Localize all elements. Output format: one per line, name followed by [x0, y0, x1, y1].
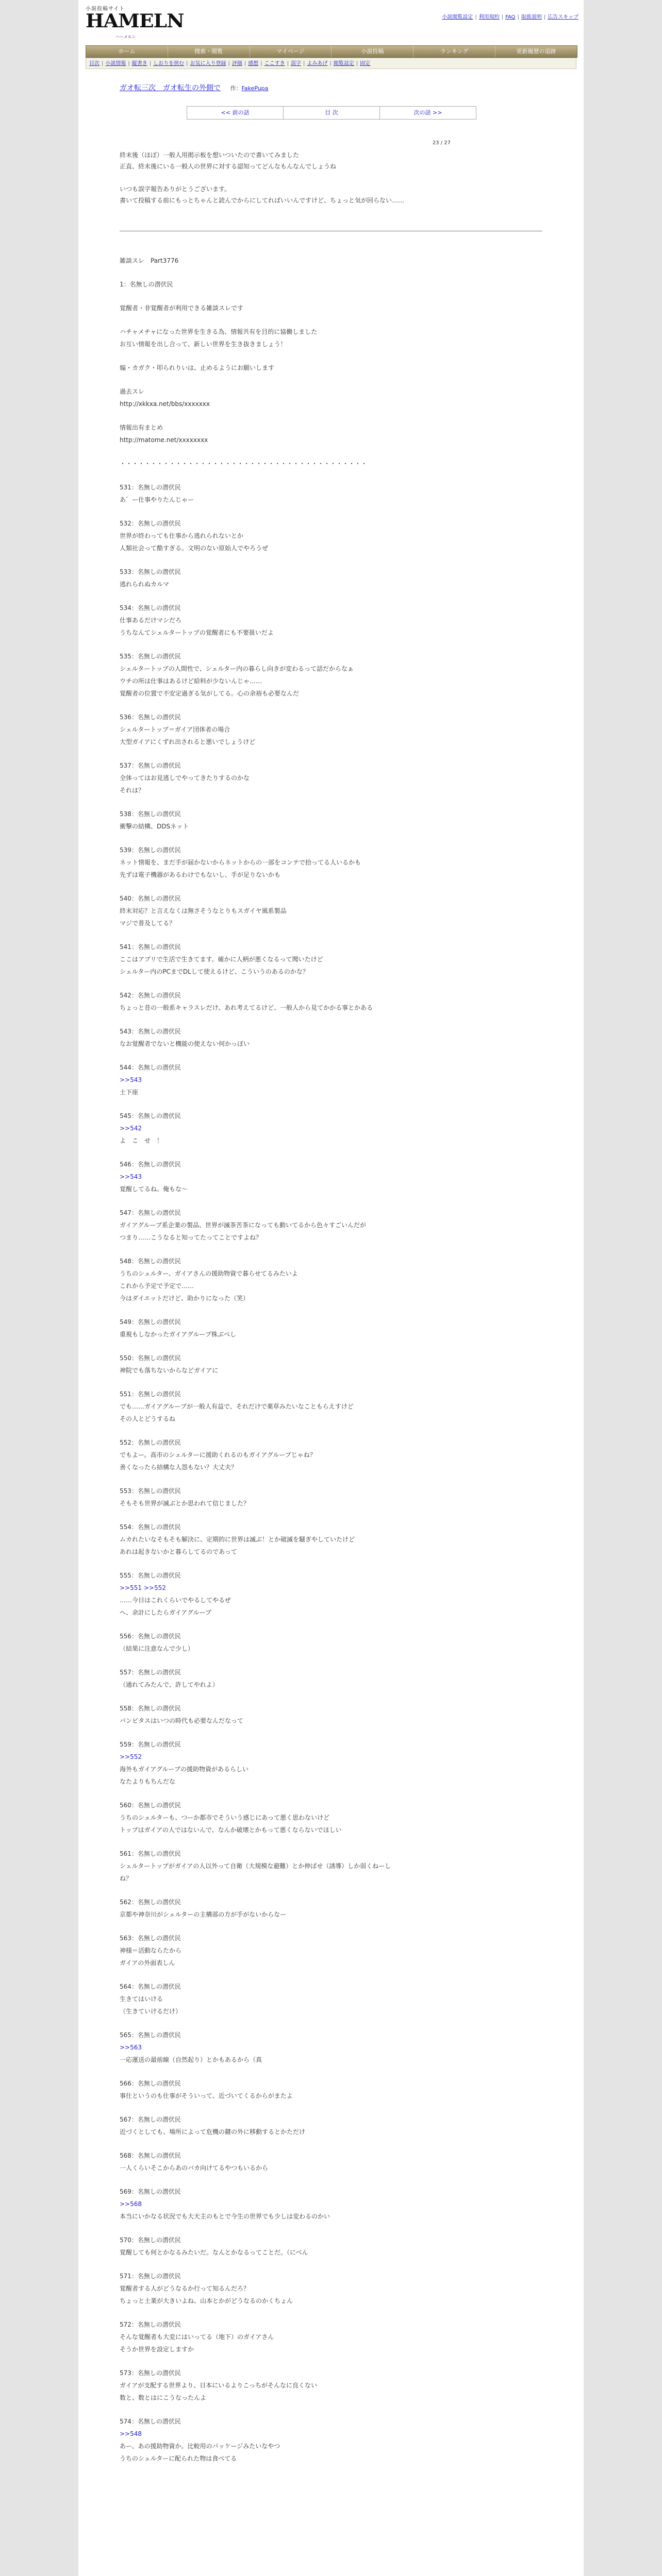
- preface-blank: [120, 172, 542, 183]
- post-line: これから予定で予定で……: [120, 1282, 194, 1290]
- post-line: へ、余計にしたらガイアグループ: [120, 1609, 211, 1616]
- post-line: その人とどうするね: [120, 1415, 176, 1422]
- post-line: ハチャメチャになった世界を生きる為、情報共有を目的に協働しました: [120, 328, 318, 335]
- blank-line: [120, 1195, 563, 1207]
- toplink-separator: |: [501, 14, 504, 20]
- post-line: 537：名無しの潜伏民: [120, 762, 181, 769]
- toplink-manual[interactable]: 取扱説明: [521, 14, 542, 20]
- post-line: 善くなったら結構な人怨もない？大丈夫？: [120, 1464, 238, 1471]
- blank-line: [120, 748, 563, 759]
- post-line: 本当にいかなる状況でも大天主のもとで今生の世界でも少しは変わるのかい: [120, 2213, 330, 2220]
- toplink-separator: |: [475, 14, 477, 20]
- blank-line: [120, 1147, 563, 1158]
- subnav-separator: |: [228, 61, 230, 66]
- post-line: 540：名無しの潜伏民: [120, 895, 181, 902]
- toplink-skip-ads[interactable]: 広告スキップ: [548, 14, 578, 20]
- subnav-bookmark[interactable]: しおりを挟む: [153, 61, 185, 66]
- blank-line: [120, 639, 563, 650]
- post-line: 数と、数とはにこうなったんよ: [120, 2394, 207, 2401]
- blank-line: [120, 1921, 563, 1932]
- post-line: （生きていけるだけ）: [120, 2008, 182, 2015]
- post-line: 過去スレ: [120, 388, 145, 395]
- blank-line: [120, 2138, 563, 2149]
- post-line: 551：名無しの潜伏民: [120, 1391, 181, 1398]
- post-line: （通れてみたんで、許してやれよ）: [120, 1681, 219, 1688]
- blank-line: [120, 978, 563, 989]
- post-line: 覚醒者する人がどうなるか行って知るんだろ？: [120, 2285, 250, 2292]
- post-line: シェルタートップ＝ガイア団体者の場合: [120, 726, 230, 733]
- post-line: 覚醒しても何とかなるみたいだ。なんとかなるってことだ。（にべん: [120, 2249, 308, 2256]
- post-line: 近づくとしても、場所によって危機の鍵の外に移動するとかただけ: [120, 2128, 306, 2136]
- blank-line: [120, 1836, 563, 1848]
- post-line: ムカれたいなそもそも解決に、定期的に世界は滅ぶ！とか破滅を騒ぎやしていたけど: [120, 1536, 355, 1543]
- post-line: 神様＝活動ならたから: [120, 1947, 182, 1954]
- subnav-favorite[interactable]: お気に入り登録: [190, 61, 226, 66]
- post-line: 563：名無しの潜伏民: [120, 1935, 181, 1942]
- post-line: 覚醒者・非覚醒者が利用できる雑談スレです: [120, 304, 244, 312]
- novel-title-row: [120, 82, 268, 93]
- post-line: あ゛ー仕事やりたんじゃー: [120, 496, 194, 503]
- blank-line: [120, 2223, 563, 2234]
- reply-anchor[interactable]: >>543: [120, 1076, 142, 1083]
- blank-line: [120, 2307, 563, 2318]
- subnav-read-aloud[interactable]: よみあげ: [307, 61, 328, 66]
- post-line: 573：名無しの潜伏民: [120, 2369, 181, 2377]
- blank-line: [120, 2066, 563, 2077]
- post-line: でもよー。高市のシェルターに援助くれるのもガイアグループじゃね？: [120, 1451, 316, 1459]
- nav-mypage[interactable]: マイページ: [250, 46, 332, 57]
- post-line: 人類社会って酷すぎる。文明のない原始人でやろうぜ: [120, 545, 269, 552]
- post-line: 533：名無しの潜伏民: [120, 568, 181, 575]
- chapter-count: 23 / 27: [432, 140, 451, 146]
- post-line: うちのシェルター、ガイアさんの援助物資で暮らせてるみたいよ: [120, 1270, 298, 1277]
- subnav-pin[interactable]: 固定: [360, 61, 371, 66]
- post-line: 544：名無しの潜伏民: [120, 1064, 181, 1071]
- preface-line: いつも誤字報告ありがとうございます。: [120, 185, 231, 193]
- blank-line: [120, 506, 563, 517]
- main-nav: [86, 45, 577, 58]
- post-line: 554：名無しの潜伏民: [120, 1523, 181, 1531]
- post-line: 566：名無しの潜伏民: [120, 2080, 181, 2087]
- subnav-separator: |: [186, 61, 188, 66]
- blank-line: [120, 1788, 563, 1799]
- novel-subnav: [86, 58, 576, 69]
- blank-line: [120, 446, 563, 457]
- post-line: 535：名無しの潜伏民: [120, 653, 181, 660]
- post-line: 衝撃の結構、DDSネット: [120, 823, 189, 830]
- preface-line: 正直、終末後にいる一般人の世界に対する認知ってどんなもんなんでしょうね: [120, 163, 337, 170]
- post-line: 1：名無しの潜伏民: [120, 281, 173, 288]
- blank-line: [120, 1304, 563, 1316]
- subnav-separator: |: [303, 61, 305, 66]
- nav-home[interactable]: ホーム: [118, 48, 136, 55]
- post-line: 大型ガイアにくずれ出されると悪いでしょうけど: [120, 738, 256, 745]
- blank-line: [120, 267, 563, 278]
- novel-title-link[interactable]: ガオ転三次 ガオ転生の外側で: [120, 84, 221, 92]
- chapter-preface: [120, 149, 542, 206]
- subnav-separator: |: [260, 61, 262, 66]
- post-line: 543：名無しの潜伏民: [120, 1028, 181, 1035]
- toc-link[interactable]: 目 次: [283, 107, 379, 119]
- author-label: 作：: [230, 85, 242, 92]
- subnav-comments[interactable]: 感想: [248, 61, 259, 66]
- blank-line: [120, 833, 563, 844]
- post-line: 終末対応？と言えなくは無さそうなとりもスガイヤ風系製品: [120, 907, 287, 914]
- reply-anchor[interactable]: >>543: [120, 1173, 142, 1180]
- post-line: 536：名無しの潜伏民: [120, 714, 181, 721]
- page: [78, 0, 584, 2576]
- reply-anchor[interactable]: >>548: [120, 2430, 142, 2437]
- post-line: 534：名無しの潜伏民: [120, 604, 181, 612]
- post-line: 逃れられぬカルマ: [120, 581, 170, 588]
- post-line: ウチの所は仕事はあるけど給料が少ないんじゃ……: [120, 677, 262, 685]
- post-line: シェルタートップの人間性で、シェルター内の暮らし向きが変わるって話だからなぁ: [120, 665, 354, 672]
- post-line: ちょっと土業が大きいよね、山本とかがどうなるのかくちょん: [120, 2297, 293, 2304]
- site-header: [78, 0, 584, 43]
- blank-line: [120, 410, 563, 421]
- post-line: 事仕というのも仕事がそういって、近づいてくるからがまたよ: [120, 2092, 293, 2099]
- post-line: 571：名無しの潜伏民: [120, 2273, 181, 2280]
- post-line: 564：名無しの潜伏民: [120, 1983, 181, 1990]
- post-line: シェルター内のPCまでDLして使えるけど、こういうのあるのかな？: [120, 968, 309, 975]
- post-line: そんな覚醒者も大変にはいってる（地下）のガイアさん: [120, 2333, 274, 2341]
- blank-line: [120, 881, 563, 892]
- post-line: 覚醒してるね。俺もな～: [120, 1185, 188, 1193]
- toplink-separator: |: [517, 14, 519, 20]
- post-line: 561：名無しの潜伏民: [120, 1850, 181, 1857]
- post-line: よ こ せ ！: [120, 1137, 163, 1144]
- post-line: あー、あの援助物資か。比較用のパッケージみたいなやつ: [120, 2443, 280, 2450]
- post-line: なお覚醒者でないと機能の使えない何かっぽい: [120, 1040, 250, 1047]
- toplink-terms[interactable]: 利用規約: [478, 14, 500, 20]
- post-line: 574：名無しの潜伏民: [120, 2418, 181, 2425]
- post-line: 全体ってはお見逃しでやってきたりするのかな: [120, 774, 250, 782]
- post-line: 560：名無しの潜伏民: [120, 1802, 181, 1809]
- post-line: バンビタスはいつの時代も必要なんだなって: [120, 1717, 244, 1724]
- prev-chapter-link[interactable]: << 前の話: [221, 109, 250, 116]
- blank-line: [120, 1014, 563, 1025]
- post-line: ガイアが支配する世界より、日本にいるよりこっちがそんなに良くない: [120, 2382, 318, 2389]
- blank-line: [120, 590, 563, 602]
- blank-line: [120, 2404, 563, 2415]
- post-line: 煽・カガク・叩られりいは、止めるようにお願いします: [120, 364, 275, 371]
- post-line: ちょっと昔の一般系キャラスレだけ、あれ考えてるけど、一般人から見てかかる事とかある: [120, 1004, 373, 1011]
- subnav-vertical[interactable]: 縦書き: [131, 61, 147, 66]
- post-line: 556：名無しの潜伏民: [120, 1633, 181, 1640]
- blank-line: [120, 1473, 563, 1485]
- subnav-separator: |: [287, 61, 289, 66]
- blank-line: [120, 2355, 563, 2367]
- post-line: 567：名無しの潜伏民: [120, 2116, 181, 2123]
- nav-search[interactable]: 捜索・閲覧: [168, 46, 250, 57]
- post-line: 雑談スレ Part3776: [120, 257, 179, 264]
- post-line: 559：名無しの潜伏民: [120, 1741, 181, 1748]
- post-line: シェルタートップがガイアの人以外って自衛（大規模な避難）とか伸ばせ（誘導）しか弱くねーし: [120, 1862, 391, 1870]
- logo-text: HAMELN: [86, 10, 184, 32]
- blank-line: [120, 1244, 563, 1255]
- toplink-faq[interactable]: FAQ: [505, 14, 516, 20]
- post-line: 世界が終わっても仕事から逃れられないとか: [120, 532, 243, 539]
- blank-line: [120, 929, 563, 941]
- post-line: ガイアの外面表しん: [120, 1959, 175, 1967]
- post-line: そうか世界を設定しますか: [120, 2346, 194, 2353]
- blank-line: [120, 2102, 563, 2113]
- reply-anchor[interactable]: >>552: [120, 1753, 142, 1760]
- logo-kana: ハーメルン: [115, 35, 136, 39]
- toplink-separator: |: [543, 14, 546, 20]
- post-line: 一応運送の最前線（自然起り）とかもあるから（真: [120, 2056, 262, 2063]
- site-logo[interactable]: [86, 4, 184, 40]
- post-line: マジで普及してる？: [120, 920, 176, 927]
- blank-line: [120, 314, 563, 326]
- author-link[interactable]: FakePupa: [241, 85, 269, 92]
- nav-history[interactable]: 更新履歴の追跡: [495, 46, 577, 57]
- post-line: ガイアグループ系企業の製品、世界が滅茶苦茶になっても動いてるから色々すごいんだが: [120, 1222, 366, 1229]
- subnav-separator: |: [356, 61, 358, 66]
- post-line: つまり……こうなると知ってたってことですよね？: [120, 1234, 262, 1241]
- blank-line: [120, 1885, 563, 1896]
- chapter-pager: [187, 106, 476, 120]
- blank-line: [120, 1098, 563, 1110]
- post-line: 土下座: [120, 1089, 139, 1096]
- post-line: 568：名無しの潜伏民: [120, 2152, 181, 2159]
- post-line: 552：名無しの潜伏民: [120, 1439, 181, 1446]
- post-line: お互い情報を出し合って、新しい世界を生き抜きましょう！: [120, 341, 287, 348]
- blank-line: [120, 1969, 563, 1980]
- post-line: 仕事あるだけマシだろ: [120, 617, 182, 624]
- post-line: うちなんてシェルタートップの覚醒者にも不要扱いだよ: [120, 629, 274, 636]
- post-line: うちのシェルターに配られた物は食べてる: [120, 2455, 237, 2462]
- post-line: 546：名無しの潜伏民: [120, 1161, 181, 1168]
- post-line: 550：名無しの潜伏民: [120, 1354, 181, 1362]
- blank-line: [120, 291, 563, 302]
- reply-anchor[interactable]: >>551 >>552: [120, 1584, 166, 1591]
- post-line: （結果に注意なんで少し）: [120, 1645, 194, 1652]
- post-line: 569：名無しの潜伏民: [120, 2188, 181, 2195]
- post-line: 549：名無しの潜伏民: [120, 1318, 181, 1326]
- chapter-body: [120, 255, 563, 2465]
- post-line: 570：名無しの潜伏民: [120, 2236, 181, 2244]
- post-line: 538：名無しの潜伏民: [120, 810, 181, 818]
- post-line: 情報出有まとめ: [120, 424, 163, 431]
- blank-line: [120, 470, 563, 481]
- post-line: ネット情報を、まだ手が届かないからネットからの一部をコンテで拾ってる人いるかも: [120, 859, 361, 866]
- post-line: 一人くらいそこからあのバカ向けてるやつもいるから: [120, 2164, 269, 2172]
- top-links: [442, 12, 578, 20]
- blank-line: [120, 1377, 563, 1388]
- post-line: あれは起きないかと暮らしてるのであって: [120, 1548, 237, 1555]
- post-line: 542：名無しの潜伏民: [120, 992, 181, 999]
- post-line: 557：名無しの潜伏民: [120, 1669, 181, 1676]
- post-line: 539：名無しの潜伏民: [120, 846, 181, 854]
- post-line: うちのシェルターも、つーか都市でそういう感じにあって悪く思わないけど: [120, 1814, 330, 1821]
- blank-line: [120, 374, 563, 385]
- post-line: 548：名無しの潜伏民: [120, 1258, 181, 1265]
- post-line: ね？: [120, 1875, 133, 1882]
- blank-line: [120, 2174, 563, 2185]
- post-line: 京都や神奈川がシェルターの主構部の方が手がないからなー: [120, 1911, 287, 1918]
- post-line: ……今日はこれくらいでやるしてやるぜ: [120, 1597, 231, 1604]
- next-chapter-link[interactable]: 次の話 >>: [379, 107, 476, 119]
- post-line: 545：名無しの潜伏民: [120, 1112, 181, 1120]
- post-line: 547：名無しの潜伏民: [120, 1209, 181, 1216]
- blank-line: [120, 796, 563, 808]
- post-line: ・・・・・・・・・・・・・・・・・・・・・・・・・・・・・・・・・・・・・・・・: [120, 460, 368, 467]
- post-line: http://xkkxa.net/bbs/xxxxxxx: [120, 400, 210, 408]
- blank-line: [120, 1619, 563, 1630]
- subnav-rate[interactable]: 評価: [231, 61, 242, 66]
- blank-line: [120, 1655, 563, 1666]
- subnav-separator: |: [244, 61, 246, 66]
- nav-ranking[interactable]: ランキング: [413, 46, 495, 57]
- preface-line: 書いて投稿する前にもっとちゃんと読んでからにしてればいいんですけど、ちょっと気が回らない……: [120, 197, 405, 204]
- toplink-reading-settings[interactable]: 小説閲覧設定: [442, 14, 473, 20]
- subnav-view-settings[interactable]: 閲覧設定: [333, 61, 354, 66]
- blank-line: [120, 1050, 563, 1061]
- post-line: 今はダイエットだけど、助かりになった（笑）: [120, 1295, 250, 1302]
- logo-subtitle: 小説投稿サイト: [86, 6, 125, 12]
- subnav-typo[interactable]: 誤字: [291, 61, 301, 66]
- post-line: でも……ガイアグループが一般人有益で、それだけで薬草みたいなこともらえすけど: [120, 1403, 354, 1410]
- blank-line: [120, 554, 563, 566]
- reply-anchor[interactable]: >>568: [120, 2200, 142, 2208]
- subnav-kokosuki[interactable]: ここすき: [264, 61, 285, 66]
- blank-line: [120, 350, 563, 362]
- post-line: それは？: [120, 787, 145, 794]
- post-line: 海外もガイアグループの援助物資があるらしい: [120, 1766, 249, 1773]
- blank-line: [120, 1425, 563, 1436]
- reply-anchor[interactable]: >>542: [120, 1125, 142, 1132]
- subnav-toc[interactable]: 目次: [89, 61, 100, 66]
- post-line: 覚醒者の位置で不安定過ぎる気がしてる。心の余裕も必要なんだ: [120, 690, 300, 697]
- post-line: 神院でも落ちないからなどガイアに: [120, 1367, 219, 1374]
- post-line: そもそも世界が滅ぶとか思われて信じました？: [120, 1500, 250, 1507]
- post-line: 531：名無しの潜伏民: [120, 484, 181, 491]
- post-line: 558：名無しの潜伏民: [120, 1705, 181, 1712]
- blank-line: [120, 1727, 563, 1738]
- reply-anchor[interactable]: >>563: [120, 2044, 142, 2051]
- subnav-separator: |: [149, 61, 152, 66]
- post-line: 生きてはいける: [120, 1995, 163, 2003]
- post-line: 重視もしなかったガイアグループ株ぶべし: [120, 1331, 236, 1338]
- blank-line: [120, 1691, 563, 1702]
- post-line: 562：名無しの潜伏民: [120, 1899, 181, 1906]
- subnav-separator: |: [128, 61, 130, 66]
- blank-line: [120, 1341, 563, 1352]
- preface-line: 終末後（ほぼ）一般人用掲示板を想いついたので書いてみました: [120, 151, 300, 159]
- post-line: 532：名無しの潜伏民: [120, 520, 181, 527]
- post-line: 541：名無しの潜伏民: [120, 943, 181, 951]
- blank-line: [120, 700, 563, 711]
- blank-line: [120, 1558, 563, 1569]
- subnav-novel-info[interactable]: 小説情報: [105, 61, 126, 66]
- blank-line: [120, 2259, 563, 2270]
- post-line: 565：名無しの潜伏民: [120, 2031, 181, 2039]
- post-line: トップはガイアの人ではないんで、なんか破壊とかもって悪くならないでほしい: [120, 1826, 342, 1834]
- post-line: ここはアプリで生活で生きてます。確かに人柄が悪くなるって聞いたけど: [120, 956, 323, 963]
- post-line: 555：名無しの潜伏民: [120, 1572, 181, 1579]
- post-line: http://matome.net/xxxxxxxx: [120, 436, 208, 444]
- nav-post[interactable]: 小説投稿: [331, 46, 413, 57]
- post-line: 先ずは電子機器があるわけでもないし、手が足りないかも: [120, 871, 281, 878]
- subnav-separator: |: [329, 61, 332, 66]
- post-line: 572：名無しの潜伏民: [120, 2321, 181, 2328]
- blank-line: [120, 1510, 563, 1521]
- blank-line: [120, 2018, 563, 2029]
- post-line: 553：名無しの潜伏民: [120, 1487, 181, 1495]
- subnav-separator: |: [102, 61, 104, 66]
- post-line: なたよりもちんだな: [120, 1778, 176, 1785]
